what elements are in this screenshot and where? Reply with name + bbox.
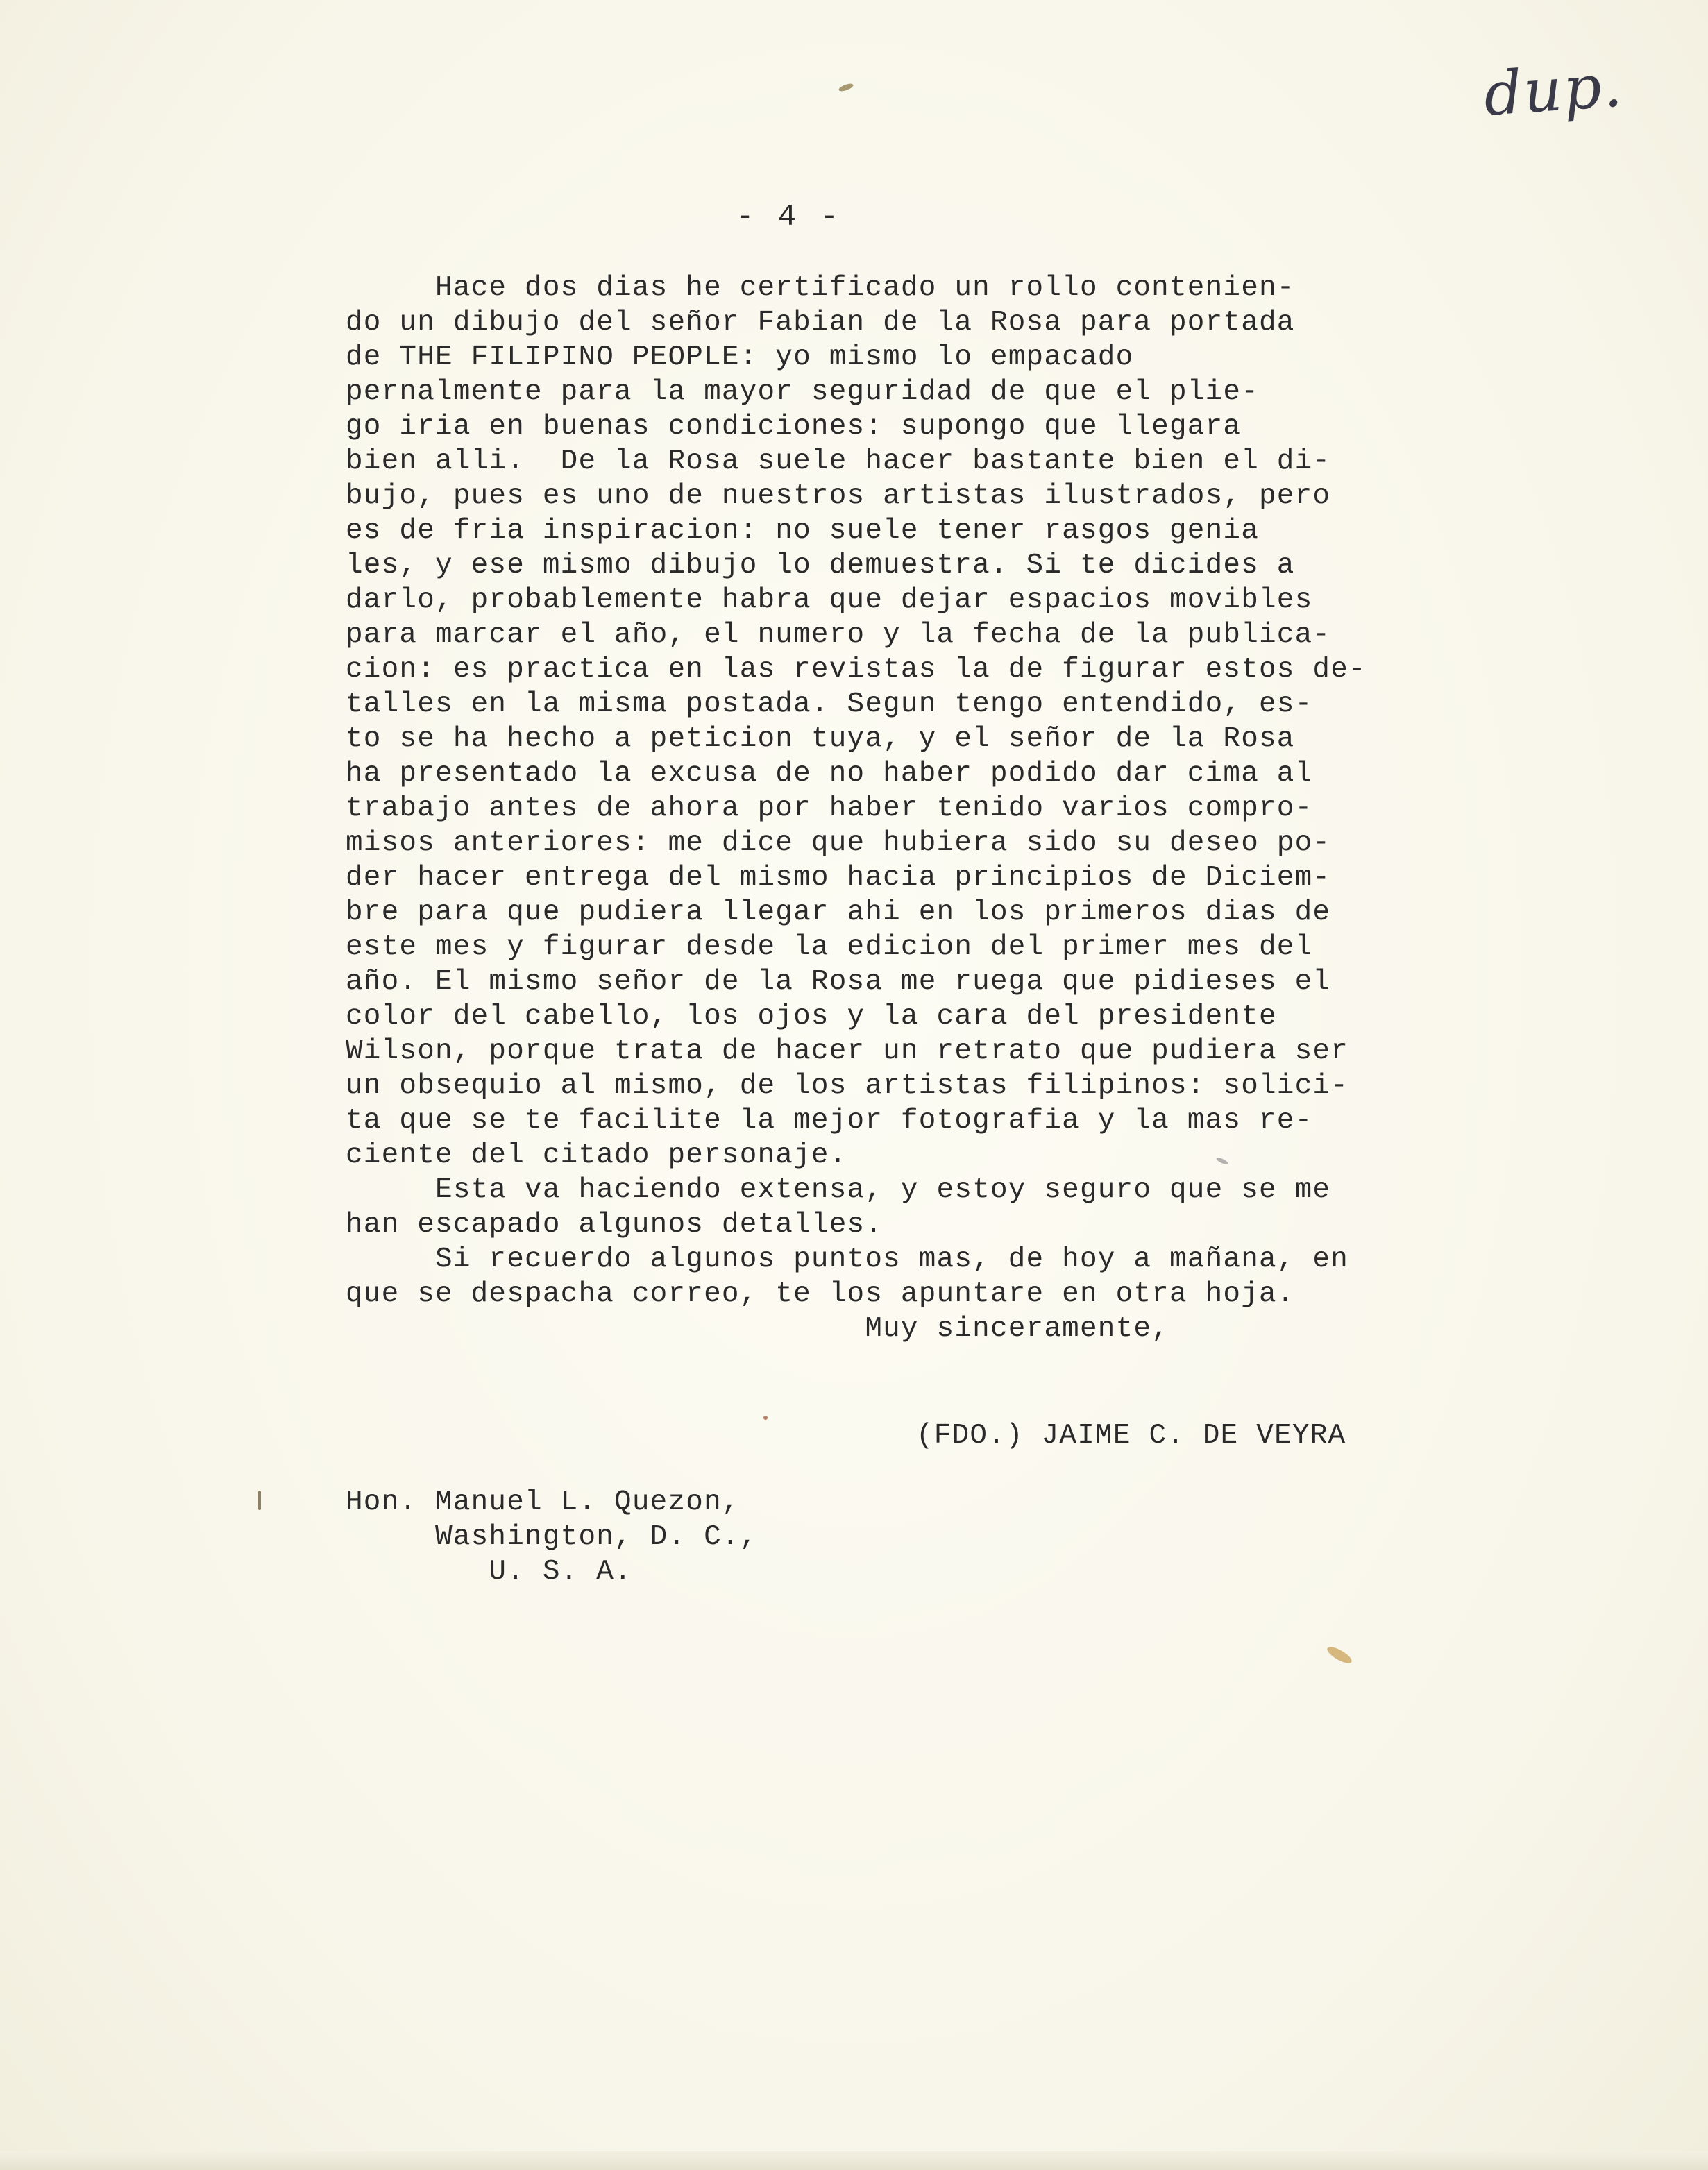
body-line: der hacer entrega del mismo hacia principios de Diciem- [346,862,1331,894]
body-line: bujo, pues es uno de nuestros artistas ilustrados, pero [346,480,1331,512]
closing-line: Muy sinceramente, [346,1313,1169,1345]
paper-speck [1325,1644,1354,1666]
paper-speck [258,1491,261,1510]
body-line: ta que se te facilite la mejor fotografia y la mas re- [346,1105,1313,1137]
body-line: do un dibujo del señor Fabian de la Rosa para portada [346,307,1295,339]
signature: (FDO.) JAIME C. DE VEYRA [916,1420,1346,1452]
body-line: han escapado algunos detalles. [346,1209,883,1241]
address-line: Hon. Manuel L. Quezon, [346,1486,740,1518]
body-line: Si recuerdo algunos puntos mas, de hoy a mañana, en [346,1244,1349,1275]
body-line: año. El mismo señor de la Rosa me ruega que pidieses el [346,966,1331,998]
body-line: este mes y figurar desde la edicion del primer mes del [346,931,1313,963]
body-line: to se ha hecho a peticion tuya, y el señor de la Rosa [346,723,1295,755]
body-line: que se despacha correo, te los apuntare en otra hoja. [346,1278,1295,1310]
body-line: Esta va haciendo extensa, y estoy seguro que se me [346,1174,1331,1206]
handwritten-note: dup. [1481,51,1626,130]
letter-body [346,271,1401,1346]
body-line: de THE FILIPINO PEOPLE: yo mismo lo empacado [346,341,1134,373]
body-line: les, y ese mismo dibujo lo demuestra. Si te dicides a [346,550,1295,582]
body-line: para marcar el año, el numero y la fecha de la publica- [346,619,1331,651]
body-line: darlo, probablemente habra que dejar espacios movibles [346,584,1313,616]
body-line: go iria en buenas condiciones: supongo que llegara [346,411,1242,443]
page-number: - 4 - [736,200,842,235]
scan-footer-strip [0,2151,1708,2170]
body-line: Hace dos dias he certificado un rollo contenien- [346,272,1295,304]
body-line: un obsequio al mismo, de los artistas filipinos: solici- [346,1070,1349,1102]
body-line: ha presentado la excusa de no haber podido dar cima al [346,758,1313,790]
body-line: es de fria inspiracion: no suele tener rasgos genia [346,515,1260,547]
body-line: Wilson, porque trata de hacer un retrato que pudiera ser [346,1035,1349,1067]
body-line: trabajo antes de ahora por haber tenido varios compro- [346,792,1313,824]
body-line: cion: es practica en las revistas la de figurar estos de- [346,654,1367,686]
address-line: Washington, D. C., [346,1521,758,1553]
paper-speck [763,1416,768,1420]
body-line: talles en la misma postada. Segun tengo entendido, es- [346,688,1313,720]
body-line: pernalmente para la mayor seguridad de que el plie- [346,376,1260,408]
body-line: bre para que pudiera llegar ahi en los primeros dias de [346,897,1331,929]
body-line: bien alli. De la Rosa suele hacer bastante bien el di- [346,446,1331,477]
body-line: misos anteriores: me dice que hubiera sido su deseo po- [346,827,1331,859]
address-line: U. S. A. [346,1556,632,1588]
body-line: color del cabello, los ojos y la cara del presidente [346,1001,1277,1033]
paper-speck [838,82,854,92]
body-line: ciente del citado personaje. [346,1139,847,1171]
recipient-address [346,1485,758,1589]
